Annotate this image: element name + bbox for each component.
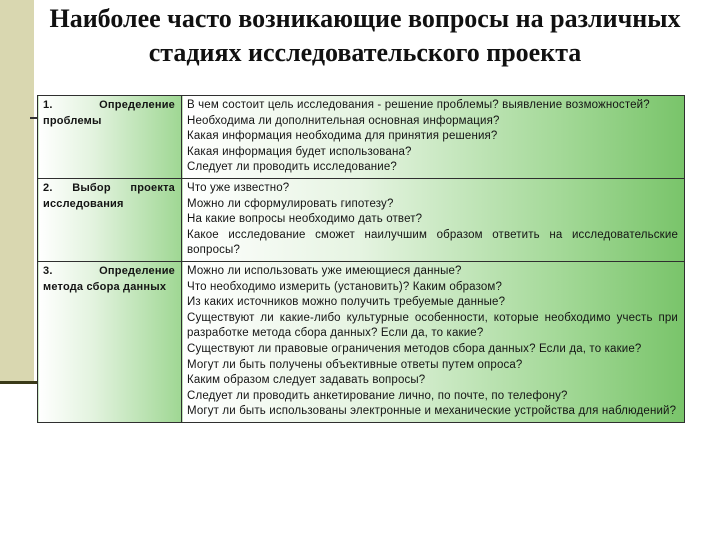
questions-cell <box>182 261 685 422</box>
question-line: Какая информация необходима для принятия решения? <box>187 130 498 143</box>
questions-cell <box>182 178 685 261</box>
table-row <box>38 96 685 179</box>
stage-cell: 1. Определение проблемы <box>38 96 182 179</box>
question-line: Следует ли проводить анкетирование лично, по почте, по телефону? <box>187 389 568 402</box>
question-line: В чем состоит цель исследования - решение проблемы? выявление возможностей? <box>187 99 650 111</box>
question-line: Что необходимо измерить (установить)? Каким образом? <box>187 280 503 293</box>
question-line: Из каких источников можно получить требуемые данные? <box>187 296 506 309</box>
question-line: Существуют ли правовые ограничения методов сбора данных? Если да, то какие? <box>187 342 642 355</box>
stage-cell: 3. Определение метода сбора данных <box>38 261 182 422</box>
question-line: Можно ли сформулировать гипотезу? <box>187 197 394 210</box>
question-line: Какая информация будет использована? <box>187 145 412 158</box>
question-line: На какие вопросы необходимо дать ответ? <box>187 213 423 226</box>
question-line: Необходима ли дополнительная основная информация? <box>187 114 500 127</box>
question-line: Что уже известно? <box>187 181 290 194</box>
question-line: Могут ли быть использованы электронные и механические устройства для наблюдений? <box>187 405 677 418</box>
slide-title: Наиболее часто возникающие вопросы на различных стадиях исследовательского проекта <box>49 4 681 67</box>
question-line: Можно ли использовать уже имеющиеся данные? <box>187 264 462 277</box>
question-line: Существуют ли какие-либо культурные особенности, которые необходимо учесть при разработке метода сбора данных? Если да, то какие? <box>187 311 678 340</box>
question-line: Следует ли проводить исследование? <box>187 161 397 174</box>
question-line: Могут ли быть получены объективные ответы путем опроса? <box>187 358 523 371</box>
questions-cell <box>182 96 685 179</box>
stage-cell: 2. Выбор проекта исследования <box>38 178 182 261</box>
questions-table <box>37 95 685 423</box>
question-line: Какое исследование сможет наилучшим образом ответить на исследовательские вопросы? <box>187 228 678 257</box>
question-line: Каким образом следует задавать вопросы? <box>187 374 426 387</box>
table-row <box>38 178 685 261</box>
table-row <box>38 261 685 422</box>
